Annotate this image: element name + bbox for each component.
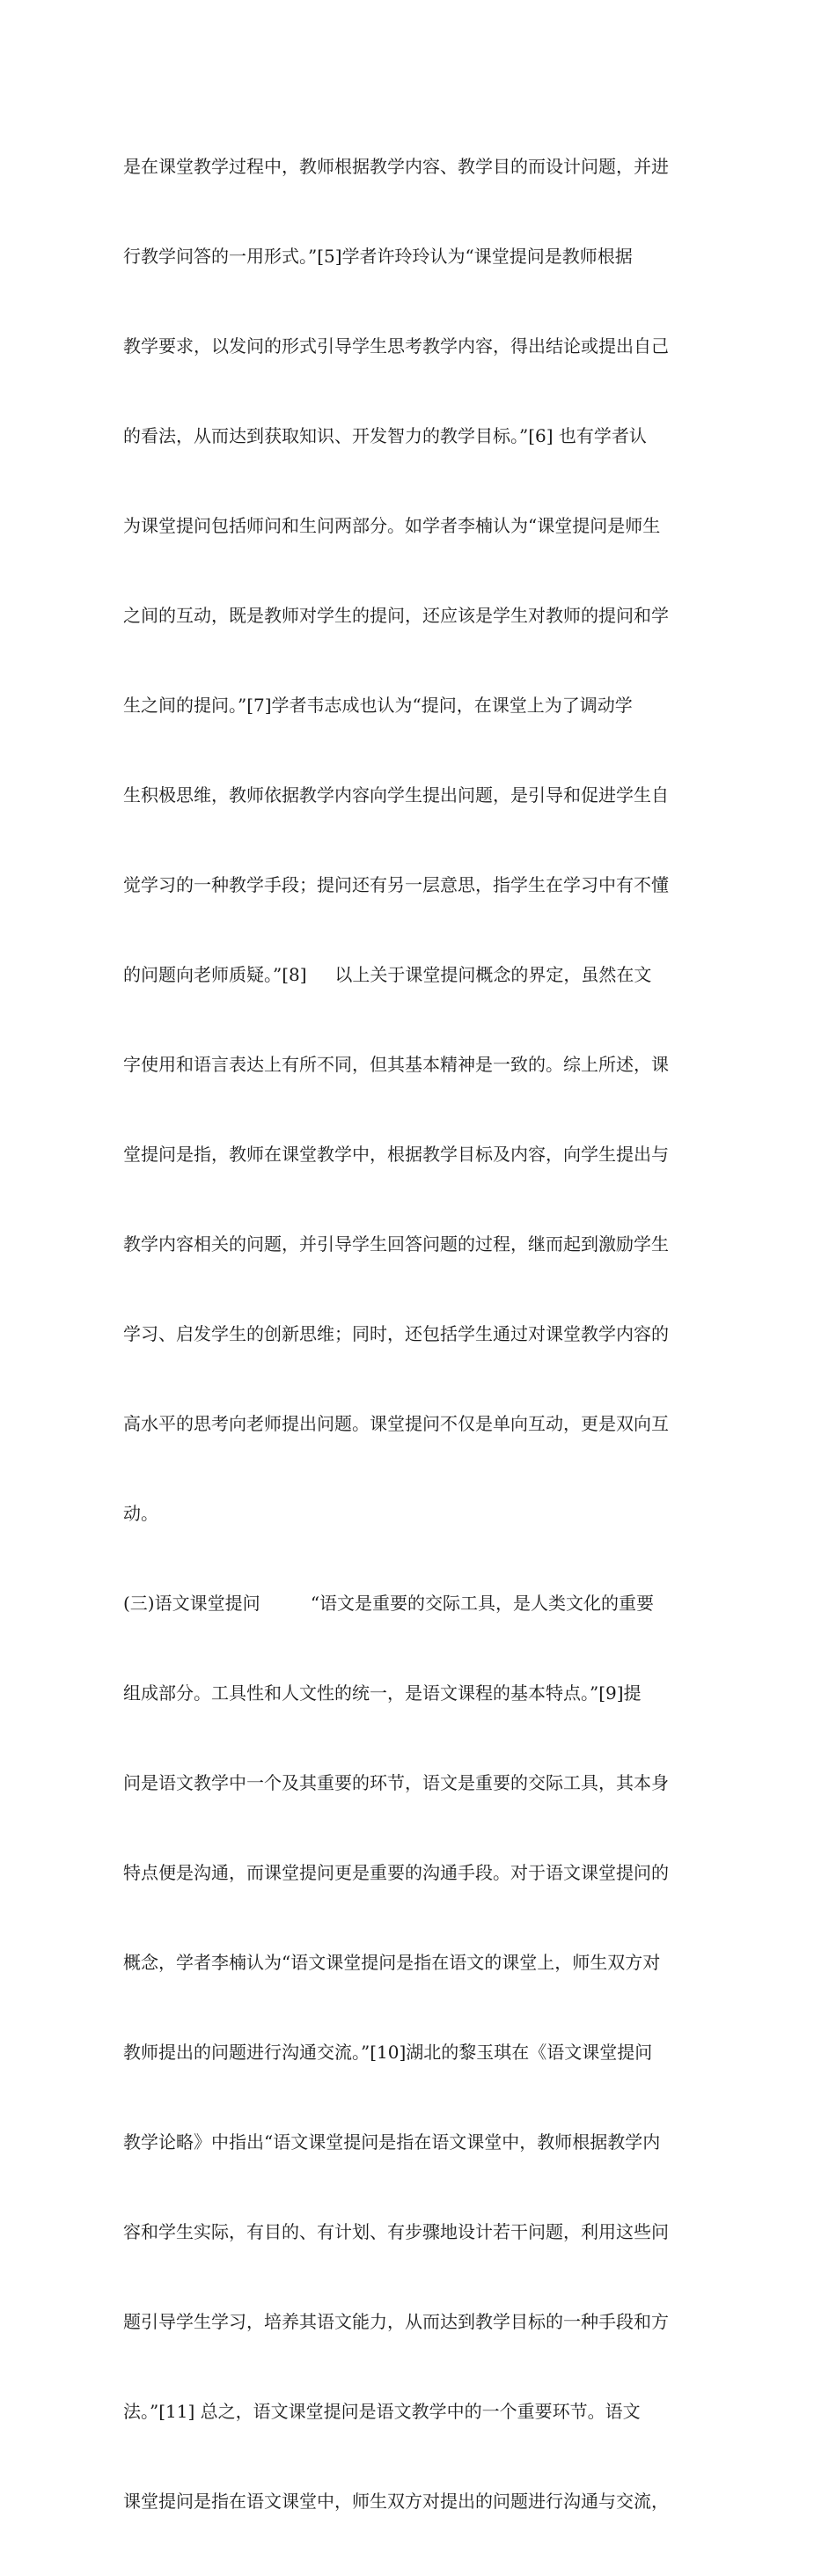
text-line: 题引导学生学习，培养其语文能力，从而达到教学目标的一种手段和方 [123,2311,669,2332]
text-line: 堂提问是指，教师在课堂教学中，根据教学目标及内容，向学生提出与 [123,1144,669,1165]
text-line: 课堂提问是指在语文课堂中，师生双方对提出的问题进行沟通与交流， [123,2491,669,2512]
text-line: 教学内容相关的问题，并引导学生回答问题的过程，继而起到激励学生 [123,1233,669,1255]
text-line: 容和学生实际，有目的、有计划、有步骤地设计若干问题，利用这些问 [123,2221,669,2242]
text-line: 是在课堂教学过程中，教师根据教学内容、教学目的而设计问题，并进 [123,156,669,177]
text-line: 概念，学者李楠认为“语文课堂提问是指在语文的课堂上，师生双方对 [123,1952,661,1973]
text-line: 教学论略》中指出“语文课堂提问是指在语文课堂中，教师根据教学内 [123,2131,661,2153]
text-line: 学习、启发学生的创新思维；同时，还包括学生通过对课堂教学内容的 [123,1323,669,1344]
text-line: 高水平的思考向老师提出问题。课堂提问不仅是单向互动，更是双向互 [123,1413,669,1434]
text-line: 教学要求，以发问的形式引导学生思考教学内容，得出结论或提出自己 [123,335,669,357]
text-line: 之间的互动，既是教师对学生的提问，还应该是学生对教师的提问和学 [123,605,669,626]
text-line: 觉学习的一种教学手段；提问还有另一层意思，指学生在学习中有不懂 [123,874,669,895]
text-line: 组成部分。工具性和人文性的统一，是语文课程的基本特点。”[9]提 [123,1682,642,1704]
text-line: 字使用和语言表达上有所不同，但其基本精神是一致的。综上所述，课 [123,1054,669,1075]
text-line: 为课堂提问包括师问和生问两部分。如学者李楠认为“课堂提问是师生 [123,515,661,536]
text-line: 特点便是沟通，而课堂提问更是重要的沟通手段。对于语文课堂提问的 [123,1862,669,1883]
text-line: 生积极思维，教师依据教学内容向学生提出问题，是引导和促进学生自 [123,784,669,806]
section-heading-line: (三)语文课堂提问 “语文是重要的交际工具，是人类文化的重要 [123,1593,655,1614]
text-line: 生之间的提问。”[7]学者韦志成也认为“提问，在课堂上为了调动学 [123,695,633,716]
text-line: 教师提出的问题进行沟通交流。”[10]湖北的黎玉琪在《语文课堂提问 [123,2042,653,2063]
text-line: 动。 [123,1503,158,1524]
body-text [123,92,722,2576]
text-line: 的问题向老师质疑。”[8] 以上关于课堂提问概念的界定，虽然在文 [123,964,652,985]
text-line: 问是语文教学中一个及其重要的环节，语文是重要的交际工具，其本身 [123,1772,669,1793]
text-line: 行教学问答的一用形式。”[5]学者许玲玲认为“课堂提问是教师根据 [123,246,633,267]
text-line: 的看法，从而达到获取知识、开发智力的教学目标。”[6] 也有学者认 [123,425,647,446]
text-line: 法。”[11] 总之，语文课堂提问是语文教学中的一个重要环节。语文 [123,2401,641,2422]
